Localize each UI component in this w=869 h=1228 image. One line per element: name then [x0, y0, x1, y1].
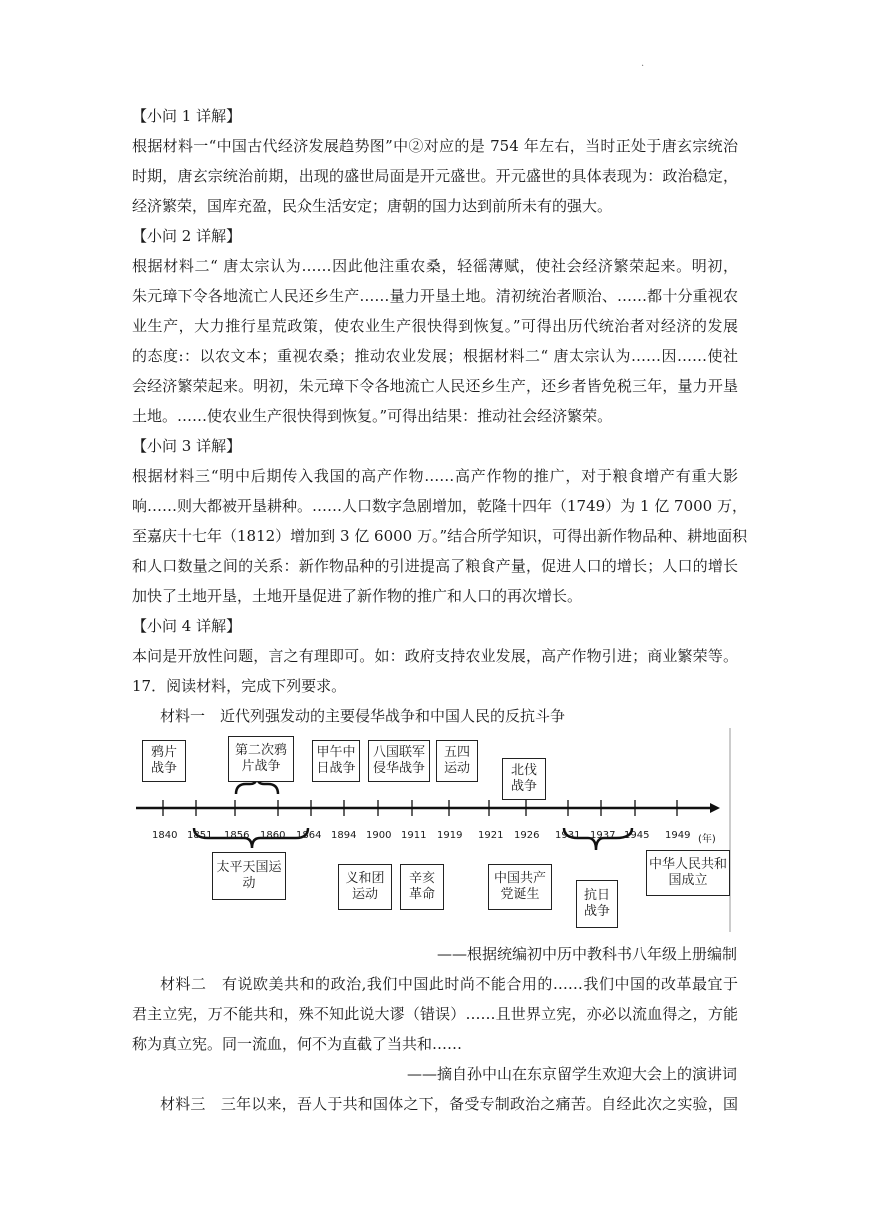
year-unit-label: (年): [698, 834, 716, 845]
q1-line-1: 根据材料一“中国古代经济发展趋势图”中②对应的是 754 年左右，当时正处于唐玄宗统治: [132, 137, 738, 155]
q3-line-4: 和人口数量之间的关系：新作物品种的引进提高了粮食产量，促进人口的增长；人口的增长: [132, 557, 738, 575]
q3-line-5: 加快了土地开垦，土地开垦促进了新作物的推广和人口的再次增长。: [132, 587, 583, 605]
event-opium-war: 鸦片战争: [142, 740, 186, 782]
q2-title: 【小问 2 详解】: [132, 227, 242, 245]
year-label: 1911: [401, 830, 427, 841]
history-timeline: [132, 726, 738, 932]
material-2-source: ——摘自孙中山在东京留学生欢迎大会上的演讲词: [406, 1065, 737, 1083]
event-second-opium-war: 第二次鸦片战争: [228, 736, 294, 782]
material-2-line-3: 称为真立宪。同一流血，何不为直截了当共和……: [132, 1035, 463, 1053]
q3-line-1: 根据材料三“明中后期传入我国的高产作物……高产作物的推广，对于粮食增产有重大影: [132, 467, 738, 485]
material-2-line-2: 君主立宪，万不能共和，殊不知此说大谬（错误）……且世界立宪，亦必以流血得之，方能: [132, 1005, 738, 1023]
q4-title: 【小问 4 详解】: [132, 617, 242, 635]
q2-line-6: 土地。……使农业生产很快得到恢复。”可得出结果：推动社会经济繁荣。: [132, 407, 613, 425]
year-label: 1894: [331, 830, 357, 841]
year-label: 1851: [187, 830, 213, 841]
event-prc-founded: 中华人民共和国成立: [646, 850, 730, 896]
event-northern-expedition: 北伐战争: [502, 758, 546, 800]
material-2-line-1: 材料二 有说欧美共和的政治,我们中国此时尚不能合用的……我们中国的改革最宜于: [160, 975, 738, 993]
year-label: 1860: [260, 830, 286, 841]
material-1-source: ——根据统编初中历中教科书八年级上册编制: [436, 945, 737, 963]
year-label: 1919: [437, 830, 463, 841]
event-boxer: 义和团运动: [338, 864, 392, 910]
material-3-line-1: 材料三 三年以来，吾人于共和国体之下，备受专制政治之痛苦。自经此次之实验，国: [160, 1095, 738, 1113]
q2-line-4: 的态度:：以农文本；重视农桑；推动农业发展；根据材料二“ 唐太宗认为……因……使社: [132, 347, 738, 365]
axis-arrow-icon: [710, 803, 720, 813]
year-label: 1945: [624, 830, 650, 841]
q1-line-2: 时期，唐玄宗统治前期，出现的盛世局面是开元盛世。开元盛世的具体表现为：政治稳定，: [132, 167, 738, 185]
event-xinhai-revolution: 辛亥革命: [400, 864, 444, 910]
q2-line-3: 业生产，大力推行星荒政策，使农业生产很快得到恢复。”可得出历代统治者对经济的发展: [132, 317, 738, 335]
event-taiping: 太平天国运动: [212, 852, 286, 900]
q3-line-3: 至嘉庆十七年（1812）增加到 3 亿 6000 万。”结合所学知识，可得出新作物品种、耕地面积: [132, 527, 748, 545]
year-label: 1840: [152, 830, 178, 841]
q1-line-3: 经济繁荣，国库充盈，民众生活安定；唐朝的国力达到前所未有的强大。: [132, 197, 613, 215]
material-1-title: 材料一 近代列强发动的主要侵华战争和中国人民的反抗斗争: [160, 707, 566, 725]
year-label: 1926: [514, 830, 540, 841]
q3-title: 【小问 3 详解】: [132, 437, 242, 455]
year-label: 1856: [224, 830, 250, 841]
event-eight-nation-alliance: 八国联军侵华战争: [368, 740, 430, 782]
q17-stem: 17．阅读材料，完成下列要求。: [132, 677, 347, 695]
q2-line-1: 根据材料二“ 唐太宗认为……因此他注重农桑，轻徭薄赋，使社会经济繁荣起来。明初，: [132, 257, 738, 275]
event-may-fourth: 五四运动: [436, 740, 478, 782]
q2-line-2: 朱元璋下令各地流亡人民还乡生产……量力开垦土地。清初统治者顺治、……都十分重视农: [132, 287, 738, 305]
header-mark: .: [641, 58, 645, 69]
event-anti-japanese-war: 抗日战争: [576, 880, 618, 928]
year-label: 1864: [296, 830, 322, 841]
year-label: 1949: [665, 830, 691, 841]
q4-line: 本问是开放性问题，言之有理即可。如：政府支持农业发展，高产作物引进；商业繁荣等。: [132, 647, 738, 665]
event-cpc-founded: 中国共产党诞生: [488, 864, 552, 910]
q1-title: 【小问 1 详解】: [132, 107, 242, 125]
year-label: 1931: [555, 830, 581, 841]
year-label: 1937: [590, 830, 616, 841]
year-label: 1921: [478, 830, 504, 841]
q2-line-5: 会经济繁荣起来。明初，朱元璋下令各地流亡人民还乡生产，还乡者皆免税三年，量力开垦: [132, 377, 738, 395]
year-label: 1900: [366, 830, 392, 841]
event-sino-japanese-war: 甲午中日战争: [312, 740, 360, 782]
q3-line-2: 响……则大都被开垦耕种。……人口数字急剧增加，乾隆十四年（1749）为 1 亿 7000 万，: [132, 497, 747, 515]
